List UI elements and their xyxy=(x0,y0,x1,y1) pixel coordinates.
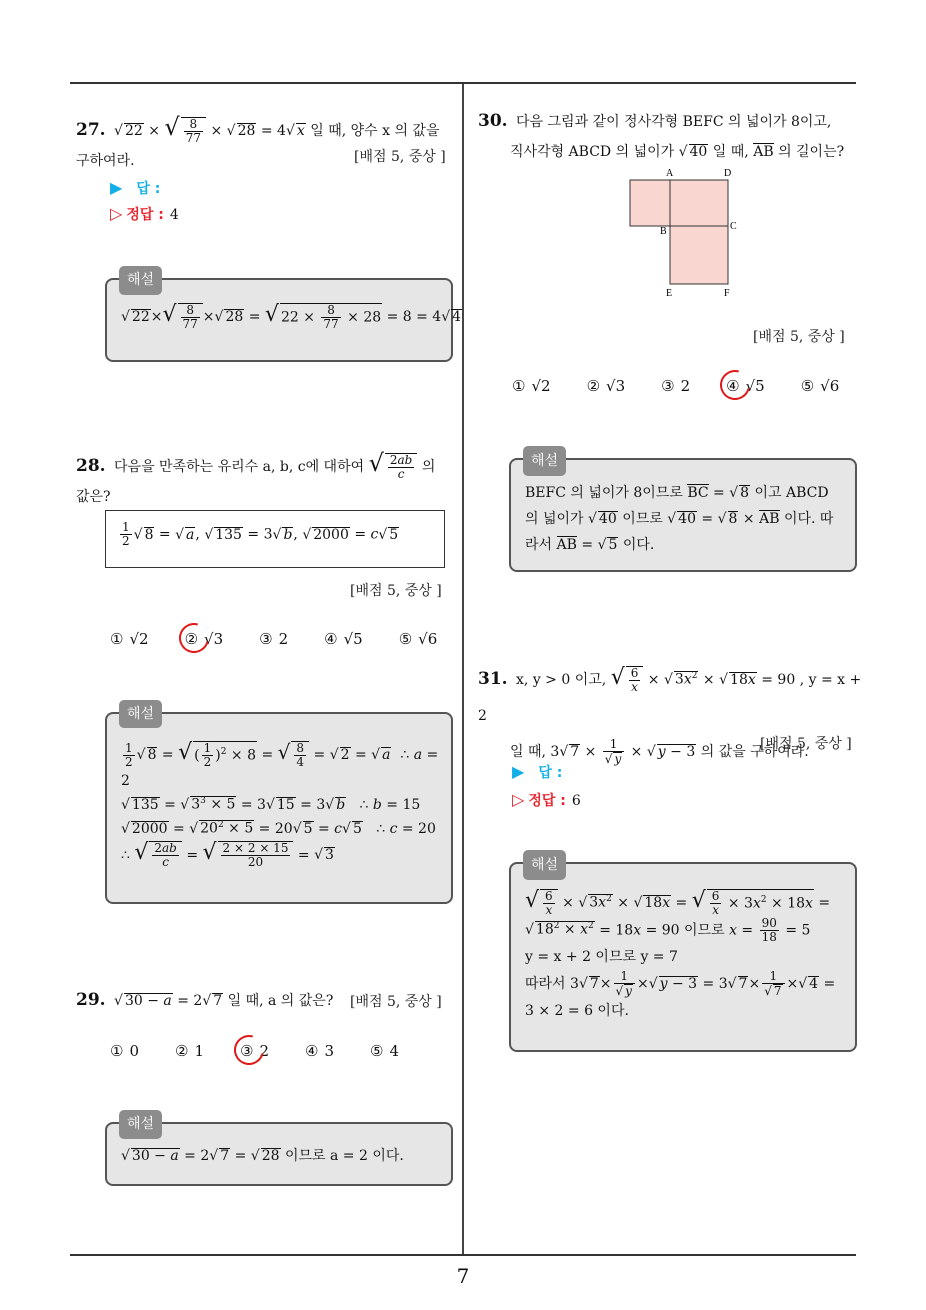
question-number: 31. xyxy=(478,669,508,689)
question-28: 28. 다음을 만족하는 유리수 a, b, c에 대하여 √ $\frac{2ab}{c}$ 의 값은? xyxy=(76,449,436,505)
question-30: 30. 다음 그림과 같이 정사각형 BEFC 의 넓이가 8이고, 직사각형 ABCD 의 넓이가 √ 40 일 때, AB 의 길이는? xyxy=(478,111,845,160)
correct-triangle-icon: ▷ xyxy=(110,204,123,223)
correct-label: 정답 : xyxy=(126,207,164,223)
question-number: 29. xyxy=(76,990,106,1010)
question-text: x, y > 0 이고, xyxy=(516,672,607,688)
question-27 xyxy=(76,112,456,176)
correct-label: 정답 : xyxy=(528,793,566,809)
correct-answer-line xyxy=(110,204,179,224)
question-31: 31. x, y > 0 이고, √ $\frac{6}{x}$ × √ $3x^2$ × √ 18x = 90 , y = x + 2 일 때, 3√ 7 × $\frac{1}{√ y}$ × √ y − 3 의 값을 구하여라. xyxy=(478,665,862,766)
solution-line: $\frac{1}{2}$ √ 8 = √ ( $\frac{1}{2}$ )$^2$ × 8 = √ $\frac{8}{4}$ = √ 2 = √ a ∴ a = xyxy=(125,740,439,769)
question-27-formula: √ 22 × √ $\frac{8}{77}$ × √ 28 = 4√ x xyxy=(114,113,305,145)
answer-mark-circle xyxy=(173,618,214,659)
score-meta: [배점 5, 중상 ] xyxy=(350,583,442,599)
question-text: 일 때, 양수 x 의 값을 xyxy=(310,123,440,139)
question-number: 27. xyxy=(76,120,106,140)
choices-28 xyxy=(110,630,473,648)
correct-value: 6 xyxy=(571,793,581,809)
score-meta: [배점 5, 중상 ] xyxy=(753,329,845,345)
choice-5[interactable]: ⑤ 4 xyxy=(370,1042,399,1060)
choice-3[interactable]: ③ 2 xyxy=(661,377,691,395)
answer-line xyxy=(110,178,160,198)
correct-value: 4 xyxy=(169,207,179,223)
label-A: A xyxy=(666,168,674,179)
question-text: 다음 그림과 같이 정사각형 BEFC 의 넓이가 8이고, xyxy=(516,114,832,130)
solution-line: 라서 AB = √ 5 이다. xyxy=(525,537,655,553)
question-text: 다음을 만족하는 유리수 a, b, c에 대하여 xyxy=(114,459,365,475)
solution-tag: 해설 xyxy=(119,266,162,295)
answer-mark-circle xyxy=(715,365,756,406)
choice-2[interactable]: ② √3 xyxy=(185,630,224,648)
label-B: B xyxy=(660,226,667,237)
solution-box-29 xyxy=(105,1116,453,1186)
choice-1[interactable]: ① 0 xyxy=(110,1042,139,1060)
solution-tag: 해설 xyxy=(523,446,566,476)
solution-tag: 해설 xyxy=(523,850,566,880)
solution-line: BEFC 의 넓이가 8이므로 BC = √ 8 이고 ABCD xyxy=(525,485,829,501)
score-meta: [배점 5, 중상 ] xyxy=(354,149,446,165)
solution-box-27 xyxy=(105,272,462,362)
choice-4[interactable]: ④ 3 xyxy=(305,1042,334,1060)
solution-line: √ $\frac{6}{x}$ × √ $3x^2$ × √ 18x = √ $\frac{6}{x}$ × $3x^2 \times 18x$ = xyxy=(525,888,831,917)
solution-box-28 xyxy=(105,706,453,904)
square-rectangle-figure xyxy=(620,164,750,302)
solution-line: √ $18^2 \times x^2 = 18x = 90$ 이므로 x = $\frac{90}{18}$ = 5 xyxy=(525,915,811,944)
choice-4[interactable]: ④ √5 xyxy=(324,630,363,648)
solution-tag: 해설 xyxy=(119,1110,162,1139)
score-meta: [배점 5, 중상 ] xyxy=(760,736,852,752)
answer-label: 답 : xyxy=(538,765,563,781)
score-meta: [배점 5, 중상 ] xyxy=(350,994,442,1010)
question-text-line2: 값은? xyxy=(76,489,111,505)
choice-3[interactable]: ③ 2 xyxy=(259,630,289,648)
solution-line: √ 2000 = √ $20^2 \times 5 = 20√$ 5 = c√ 5 ∴ c = 20 xyxy=(121,819,436,837)
choices-30 xyxy=(512,377,875,395)
condition-box: $\frac{1}{2}$ √ 8 = √ a, √ 135 = 3√ b, √ 2000 = c√ 5 xyxy=(105,510,445,568)
solution-line: ∴ √ $\frac{2ab}{c}$ = √ $\frac{2 \times 2 \times 15}{20}$ = √ 3 xyxy=(121,840,334,869)
question-text: 일 때, a 의 값은? xyxy=(227,993,334,1009)
label-D: D xyxy=(724,168,732,179)
solution-line: 의 넓이가 √ 40 이므로 √ 40 = √ 8 × AB 이다. 따 xyxy=(525,511,834,527)
column-divider xyxy=(462,84,464,1256)
choice-4[interactable]: ④ √5 xyxy=(726,377,765,395)
question-text-tail: 의 xyxy=(421,459,436,475)
choice-1[interactable]: ① √2 xyxy=(110,630,149,648)
question-text-line2: 직사각형 ABCD 의 넓이가 xyxy=(510,144,675,160)
choices-29 xyxy=(110,1042,435,1060)
solution-line: y = x + 2 이므로 y = 7 xyxy=(525,948,678,965)
choice-2[interactable]: ② 1 xyxy=(175,1042,204,1060)
choice-3[interactable]: ③ 2 xyxy=(240,1042,269,1060)
label-C: C xyxy=(730,221,737,232)
choice-5[interactable]: ⑤ √6 xyxy=(398,630,438,648)
bottom-rule xyxy=(70,1254,856,1256)
answer-triangle-icon: ▶ xyxy=(110,178,123,197)
solution-formula: √ 22×√ $\frac{8}{77}$ ×√ 28 = √ 22 × $\frac{8}{77}$ × 28 = 8 = 4√ 4 xyxy=(121,302,462,331)
question-text-line2: 구하여라. xyxy=(76,153,135,169)
label-E: E xyxy=(666,288,673,299)
page-number: 7 xyxy=(456,1264,470,1288)
choice-1[interactable]: ① √2 xyxy=(512,377,551,395)
solution-box-31 xyxy=(509,857,857,1052)
correct-triangle-icon: ▷ xyxy=(512,790,525,809)
question-number: 30. xyxy=(478,111,508,131)
choice-5[interactable]: ⑤ √6 xyxy=(800,377,840,395)
answer-line xyxy=(512,762,562,782)
solution-line: √ 30 − a = 2√ 7 = √ 28 이므로 a = 2 이다. xyxy=(121,1148,404,1164)
answer-label: 답 : xyxy=(136,181,161,197)
solution-line: 3 × 2 = 6 이다. xyxy=(525,1002,629,1019)
solution-box-30 xyxy=(509,453,857,572)
question-29: 29. √ 30 − a = 2√ 7 일 때, a 의 값은? xyxy=(76,990,334,1010)
solution-line: 2 xyxy=(121,772,130,789)
answer-triangle-icon: ▶ xyxy=(512,762,525,781)
choice-2[interactable]: ② √3 xyxy=(586,377,626,395)
solution-tag: 해설 xyxy=(119,700,162,728)
correct-answer-line xyxy=(512,790,581,810)
solution-line: 따라서 3√ 7× $\frac{1}{√ y}$ ×√ y − 3 = 3√ 7× $\frac{1}{√ 7}$ ×√ 4 = xyxy=(525,968,836,998)
label-F: F xyxy=(724,288,730,299)
question-number: 28. xyxy=(76,456,106,476)
solution-line: √ 135 = √ $3^3 \times 5 = 3√$ 15 = 3√ b ∴ b = 15 xyxy=(121,795,421,813)
answer-mark-circle xyxy=(229,1030,270,1071)
